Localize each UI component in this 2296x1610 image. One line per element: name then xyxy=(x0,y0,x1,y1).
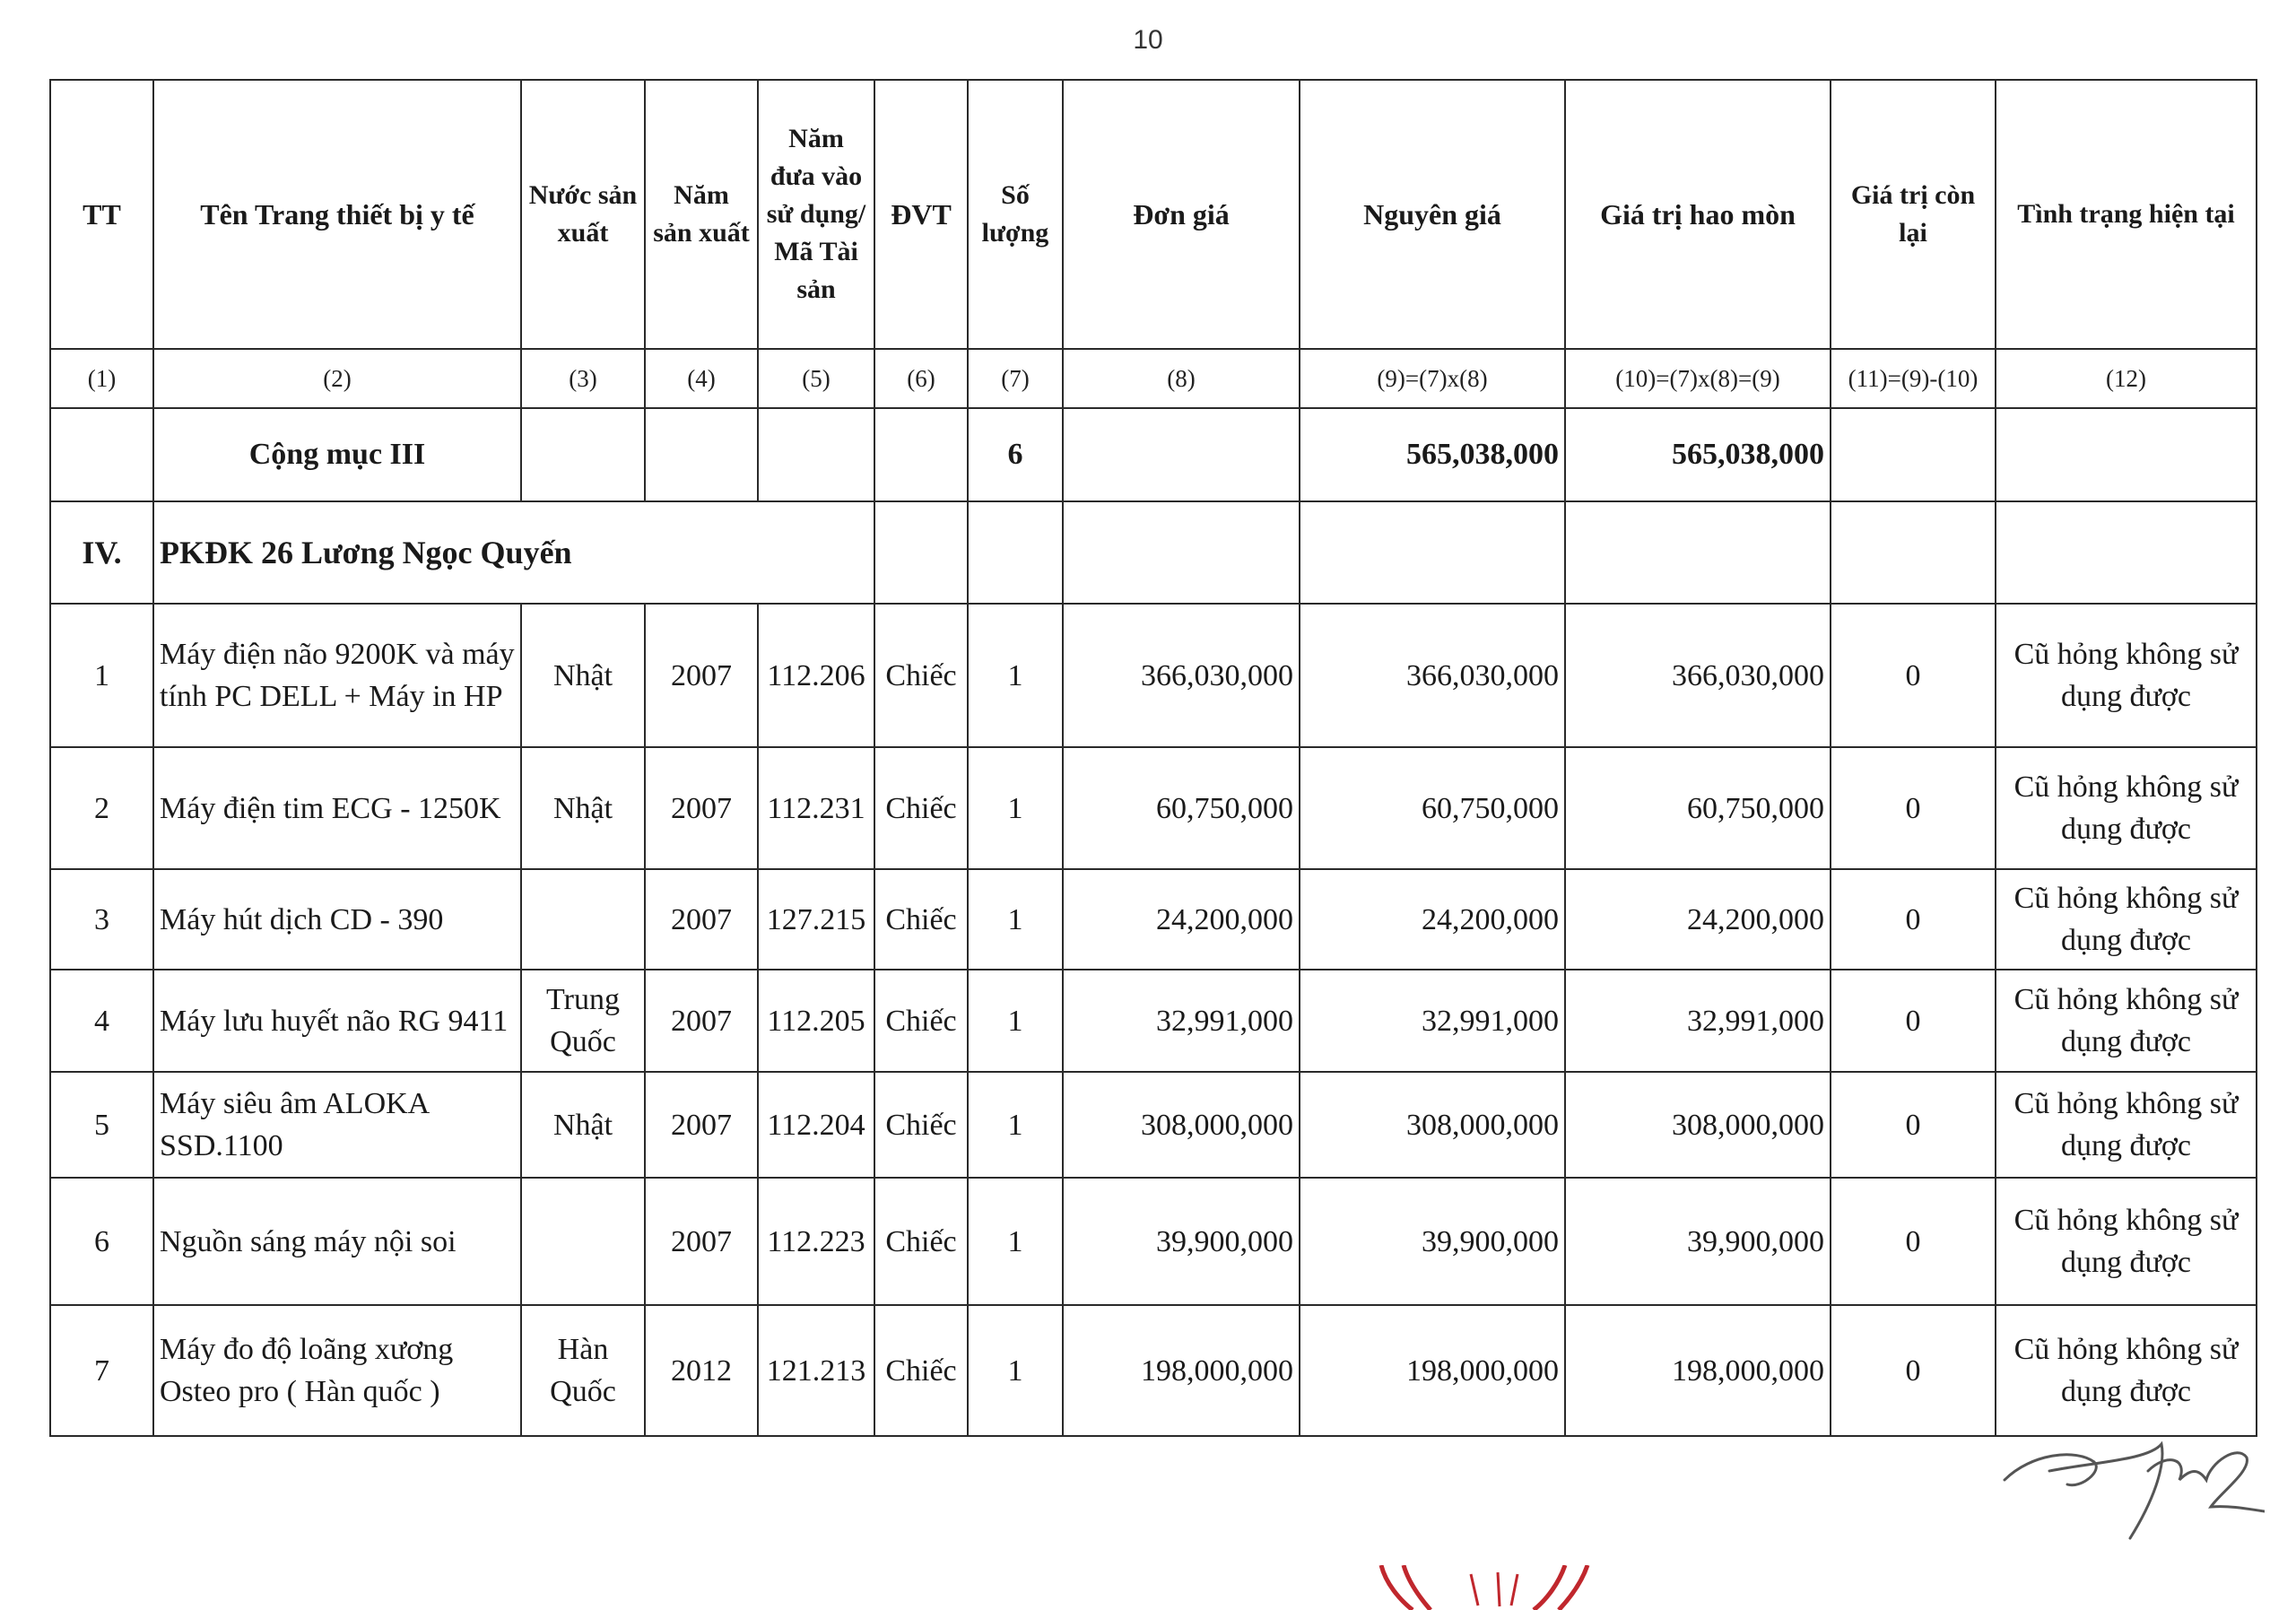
table-row xyxy=(50,1072,2257,1178)
header-qty: Số lượng xyxy=(968,80,1063,349)
table-row xyxy=(50,1178,2257,1305)
row-year: 2012 xyxy=(645,1305,758,1436)
row-qty: 1 xyxy=(968,1178,1063,1305)
row-unit: Chiếc xyxy=(874,604,968,747)
table-row xyxy=(50,747,2257,869)
row-status: Cũ hỏng không sử dụng được xyxy=(1996,604,2257,747)
row-qty: 1 xyxy=(968,970,1063,1072)
row-depreciation: 60,750,000 xyxy=(1565,747,1831,869)
row-name: Máy điện não 9200K và máy tính PC DELL + Máy in HP xyxy=(153,604,521,747)
row-unit: Chiếc xyxy=(874,1178,968,1305)
page-number: 10 xyxy=(1133,25,1163,55)
column-number: (9)=(7)x(8) xyxy=(1300,349,1565,408)
empty-cell xyxy=(1831,501,1996,604)
row-unit: Chiếc xyxy=(874,1305,968,1436)
row-year: 2007 xyxy=(645,604,758,747)
column-number: (8) xyxy=(1063,349,1300,408)
row-tt: 4 xyxy=(50,970,153,1072)
empty-cell xyxy=(1300,501,1565,604)
empty-cell xyxy=(1063,408,1300,501)
row-country: Nhật xyxy=(521,1072,645,1178)
header-unit-price: Đơn giá xyxy=(1063,80,1300,349)
section-row xyxy=(50,501,2257,604)
row-country: Trung Quốc xyxy=(521,970,645,1072)
row-orig-value: 60,750,000 xyxy=(1300,747,1565,869)
total-orig-value: 565,038,000 xyxy=(1300,408,1565,501)
table-row xyxy=(50,1305,2257,1436)
equipment-table xyxy=(49,79,2257,1437)
row-status: Cũ hỏng không sử dụng được xyxy=(1996,970,2257,1072)
row-depreciation: 24,200,000 xyxy=(1565,869,1831,970)
row-unit-price: 308,000,000 xyxy=(1063,1072,1300,1178)
row-orig-value: 366,030,000 xyxy=(1300,604,1565,747)
row-name: Máy siêu âm ALOKA SSD.1100 xyxy=(153,1072,521,1178)
row-orig-value: 24,200,000 xyxy=(1300,869,1565,970)
row-unit-price: 32,991,000 xyxy=(1063,970,1300,1072)
row-qty: 1 xyxy=(968,869,1063,970)
section-number: IV. xyxy=(50,501,153,604)
row-country: Hàn Quốc xyxy=(521,1305,645,1436)
row-tt: 1 xyxy=(50,604,153,747)
row-tt: 3 xyxy=(50,869,153,970)
total-label: Cộng mục III xyxy=(153,408,521,501)
signature xyxy=(1996,1417,2265,1552)
row-status: Cũ hỏng không sử dụng được xyxy=(1996,1178,2257,1305)
row-year: 2007 xyxy=(645,869,758,970)
row-qty: 1 xyxy=(968,1305,1063,1436)
row-orig-value: 32,991,000 xyxy=(1300,970,1565,1072)
column-number: (3) xyxy=(521,349,645,408)
row-name: Máy đo độ loãng xương Osteo pro ( Hàn quốc ) xyxy=(153,1305,521,1436)
table-row xyxy=(50,970,2257,1072)
row-qty: 1 xyxy=(968,747,1063,869)
row-asset-code: 112.205 xyxy=(758,970,874,1072)
row-remaining: 0 xyxy=(1831,747,1996,869)
header-unit: ĐVT xyxy=(874,80,968,349)
empty-cell xyxy=(758,408,874,501)
column-number-row xyxy=(50,349,2257,408)
row-unit-price: 39,900,000 xyxy=(1063,1178,1300,1305)
row-tt: 7 xyxy=(50,1305,153,1436)
row-unit: Chiếc xyxy=(874,869,968,970)
header-status: Tình trạng hiện tại xyxy=(1996,80,2257,349)
total-tt xyxy=(50,408,153,501)
row-unit-price: 366,030,000 xyxy=(1063,604,1300,747)
row-tt: 2 xyxy=(50,747,153,869)
row-year: 2007 xyxy=(645,1072,758,1178)
row-remaining: 0 xyxy=(1831,1178,1996,1305)
row-remaining: 0 xyxy=(1831,869,1996,970)
row-depreciation: 366,030,000 xyxy=(1565,604,1831,747)
row-unit-price: 24,200,000 xyxy=(1063,869,1300,970)
empty-cell xyxy=(874,501,968,604)
total-row xyxy=(50,408,2257,501)
row-name: Máy lưu huyết não RG 9411 xyxy=(153,970,521,1072)
row-asset-code: 112.223 xyxy=(758,1178,874,1305)
row-depreciation: 198,000,000 xyxy=(1565,1305,1831,1436)
header-row xyxy=(50,80,2257,349)
row-country: Nhật xyxy=(521,747,645,869)
row-status: Cũ hỏng không sử dụng được xyxy=(1996,747,2257,869)
item-rows xyxy=(50,604,2257,1436)
empty-cell xyxy=(1831,408,1996,501)
row-asset-code: 127.215 xyxy=(758,869,874,970)
column-number: (2) xyxy=(153,349,521,408)
row-unit: Chiếc xyxy=(874,970,968,1072)
column-number: (4) xyxy=(645,349,758,408)
row-status: Cũ hỏng không sử dụng được xyxy=(1996,1305,2257,1436)
header-remaining: Giá trị còn lại xyxy=(1831,80,1996,349)
row-country xyxy=(521,1178,645,1305)
column-number: (1) xyxy=(50,349,153,408)
row-asset-code: 112.204 xyxy=(758,1072,874,1178)
empty-cell xyxy=(645,408,758,501)
row-tt: 5 xyxy=(50,1072,153,1178)
empty-cell xyxy=(1565,501,1831,604)
row-asset-code: 121.213 xyxy=(758,1305,874,1436)
column-number: (12) xyxy=(1996,349,2257,408)
table-row xyxy=(50,604,2257,747)
row-remaining: 0 xyxy=(1831,970,1996,1072)
empty-cell xyxy=(521,408,645,501)
table-row xyxy=(50,869,2257,970)
row-country: Nhật xyxy=(521,604,645,747)
row-name: Máy điện tim ECG - 1250K xyxy=(153,747,521,869)
row-asset-code: 112.206 xyxy=(758,604,874,747)
header-year-use: Năm đưa vào sử dụng/ Mã Tài sản xyxy=(758,80,874,349)
row-year: 2007 xyxy=(645,970,758,1072)
header-orig-value: Nguyên giá xyxy=(1300,80,1565,349)
empty-cell xyxy=(1996,408,2257,501)
header-depreciation: Giá trị hao mòn xyxy=(1565,80,1831,349)
row-unit-price: 60,750,000 xyxy=(1063,747,1300,869)
row-remaining: 0 xyxy=(1831,1072,1996,1178)
row-depreciation: 32,991,000 xyxy=(1565,970,1831,1072)
row-country xyxy=(521,869,645,970)
row-year: 2007 xyxy=(645,747,758,869)
column-number: (11)=(9)-(10) xyxy=(1831,349,1996,408)
row-tt: 6 xyxy=(50,1178,153,1305)
header-name: Tên Trang thiết bị y tế xyxy=(153,80,521,349)
row-status: Cũ hỏng không sử dụng được xyxy=(1996,1072,2257,1178)
row-unit: Chiếc xyxy=(874,1072,968,1178)
row-name: Máy hút dịch CD - 390 xyxy=(153,869,521,970)
row-status: Cũ hỏng không sử dụng được xyxy=(1996,869,2257,970)
column-number: (10)=(7)x(8)=(9) xyxy=(1565,349,1831,408)
empty-cell xyxy=(1996,501,2257,604)
row-qty: 1 xyxy=(968,604,1063,747)
row-orig-value: 39,900,000 xyxy=(1300,1178,1565,1305)
row-remaining: 0 xyxy=(1831,604,1996,747)
row-unit: Chiếc xyxy=(874,747,968,869)
empty-cell xyxy=(874,408,968,501)
row-name: Nguồn sáng máy nội soi xyxy=(153,1178,521,1305)
stamp-partial xyxy=(1363,1565,1632,1610)
total-depreciation: 565,038,000 xyxy=(1565,408,1831,501)
header-tt: TT xyxy=(50,80,153,349)
header-country: Nước sản xuất xyxy=(521,80,645,349)
empty-cell xyxy=(1063,501,1300,604)
empty-cell xyxy=(968,501,1063,604)
column-number: (5) xyxy=(758,349,874,408)
section-title: PKĐK 26 Lương Ngọc Quyến xyxy=(153,501,874,604)
row-asset-code: 112.231 xyxy=(758,747,874,869)
header-year-made: Năm sản xuất xyxy=(645,80,758,349)
row-orig-value: 308,000,000 xyxy=(1300,1072,1565,1178)
column-number: (6) xyxy=(874,349,968,408)
total-qty: 6 xyxy=(968,408,1063,501)
row-depreciation: 308,000,000 xyxy=(1565,1072,1831,1178)
row-qty: 1 xyxy=(968,1072,1063,1178)
row-unit-price: 198,000,000 xyxy=(1063,1305,1300,1436)
row-orig-value: 198,000,000 xyxy=(1300,1305,1565,1436)
row-depreciation: 39,900,000 xyxy=(1565,1178,1831,1305)
column-number: (7) xyxy=(968,349,1063,408)
row-year: 2007 xyxy=(645,1178,758,1305)
row-remaining: 0 xyxy=(1831,1305,1996,1436)
